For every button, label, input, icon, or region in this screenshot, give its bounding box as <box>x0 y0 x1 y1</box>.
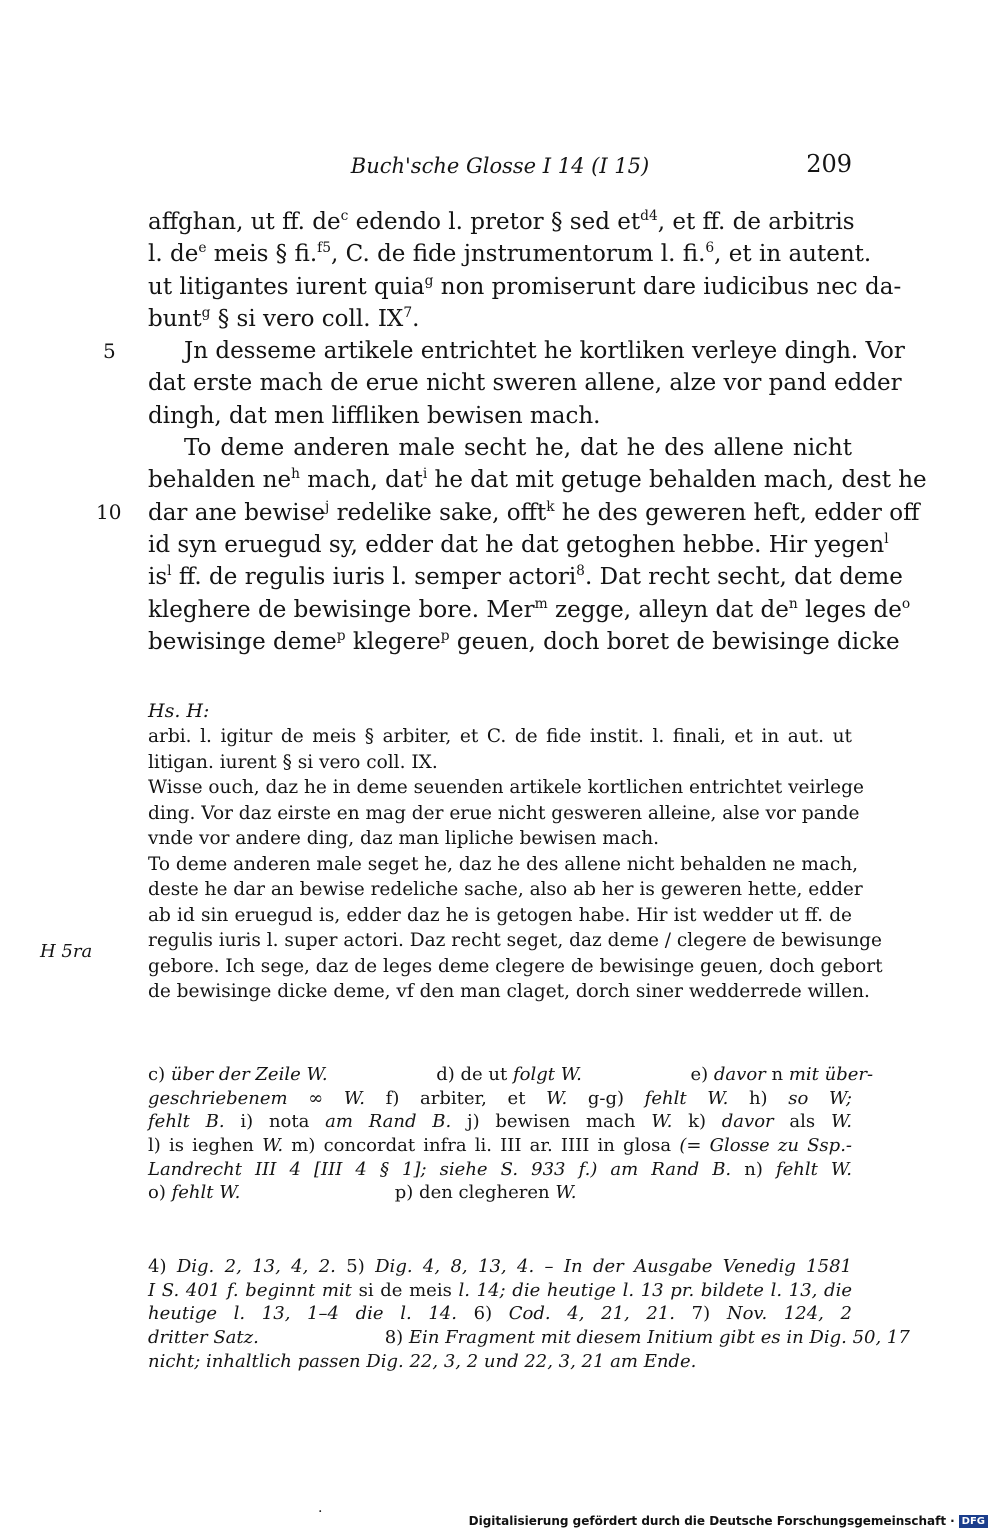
footer-separator: · <box>950 1514 955 1528</box>
critical-apparatus <box>148 1063 874 1205</box>
apparatus-line: fehlt B. i) nota am Rand B. j) bewisen mach W. k) davor als W. <box>148 1111 853 1133</box>
main-line: bewisinge deme$^p$ klegere$^p$ geuen, doch boret de bewisinge dicke <box>148 627 900 655</box>
hs-line: arbi. l. igitur de meis § arbiter, et C. de fide instit. l. finali, et in aut. ut <box>148 726 852 747</box>
main-line: dingh, dat men liffliken bewisen mach. <box>148 402 601 429</box>
hs-line: deste he dar an bewise redeliche sache, also ab her is geweren hette, edder <box>148 879 863 900</box>
hs-line: ab id sin eruegud is, edder daz he is getogen habe. Hir ist wedder ut ff. de <box>148 904 852 926</box>
running-title: Buch'sche Glosse I 14 (I 15) <box>350 154 650 178</box>
main-line: To deme anderen male secht he, dat he des allene nicht <box>184 435 852 462</box>
page-number: 209 <box>806 150 852 178</box>
reference-line: dritter Satz. 8) Ein Fragment mit diesem Initium gibt es in Dig. 50, 17 <box>148 1327 910 1349</box>
manuscript-label: Hs. H: <box>148 700 210 722</box>
hs-line: de bewisinge dicke deme, vf den man claget, dorch siner wedderrede willen. <box>148 981 870 1002</box>
main-line: Jn desseme artikele entrichtet he kortliken verleye dingh. Vor <box>184 338 905 365</box>
hs-line: Wisse ouch, daz he in deme seuenden artikele kortlichen entrichtet veirlege <box>148 777 864 798</box>
main-line: dar ane bewise$^j$ redelike sake, offt$^k$ he des geweren heft, edder off <box>148 498 920 526</box>
hs-line: regulis iuris l. super actori. Daz recht seget, daz deme / clegere de bewisunge <box>148 930 882 951</box>
main-line: bunt$^g$ § si vero coll. $IX^7$. <box>148 304 420 332</box>
hs-line: ding. Vor daz eirste en mag der erue nicht gesweren alleine, alse vor pande <box>148 802 860 824</box>
hs-line: To deme anderen male seget he, daz he des allene nicht behalden ne mach, <box>148 853 858 875</box>
main-line: behalden $ne^h$ mach, dat$^i$ he dat mit getuge behalden mach, dest he <box>148 466 927 494</box>
hs-line: vnde vor andere ding, daz man lipliche bewisen mach. <box>148 828 660 849</box>
main-line: kleghere de bewisinge bore. Mer$^m$ zegge, alleyn dat $de^n$ leges $de^o$ <box>148 595 911 623</box>
reference-line: I S. 401 f. beginnt mit si de meis l. 14; die heutige l. 13 pr. bildete l. 13, die <box>148 1279 852 1301</box>
main-line: ut litigantes iurent quia$^g$ non promiserunt dare iudicibus nec da- <box>148 272 902 300</box>
apparatus-line: geschriebenem ∞ W. f) arbiter, et W. g-g) fehlt W. h) so W; <box>148 1087 852 1109</box>
footer-text: Digitalisierung gefördert durch die Deutsche Forschungsgemeinschaft <box>468 1514 947 1528</box>
running-head <box>148 150 852 184</box>
hs-line: litigan. iurent § si vero coll. IX. <box>148 751 438 773</box>
main-line: $is^l$ ff. de regulis iuris l. semper actori$^8$. Dat recht secht, dat deme <box>148 563 903 591</box>
apparatus-line: c) über der Zeile W. d) de ut folgt W. e) davor n mit über- <box>148 1064 874 1085</box>
reference-line: 4) Dig. 2, 13, 4, 2. 5) Dig. 4, 8, 13, 4. – In der Ausgabe Venedig 1581 <box>148 1256 852 1277</box>
apparatus-line: o) fehlt W. p) den clegheren W. <box>148 1182 577 1204</box>
manuscript-folio-note: H 5ra <box>40 941 93 962</box>
hs-line: gebore. Ich sege, daz de leges deme clegere de bewisinge geuen, doch gebort <box>148 955 883 977</box>
main-line: dat erste mach de erue nicht sweren allene, alze vor pand edder <box>148 370 902 397</box>
apparatus-line: l) is ieghen W. m) concordat infra li. III ar. IIII in glosa (= Glosse zu Ssp.- <box>148 1135 852 1157</box>
source-references <box>148 1255 910 1373</box>
manuscript-variant-text <box>148 724 883 1005</box>
apparatus-line: Landrecht III 4 [III 4 § 1]; siehe S. 933 f.) am Rand B. n) fehlt W. <box>148 1158 852 1180</box>
main-text <box>148 206 927 658</box>
reference-line: heutige l. 13, 1–4 die l. 14. 6) Cod. 4, 21, 21. 7) Nov. 124, 2 <box>148 1303 853 1325</box>
line-number-5: 5 <box>103 339 116 363</box>
dfg-logo-icon: DFG <box>959 1515 988 1528</box>
stray-mark: . <box>318 1500 323 1516</box>
reference-line: nicht; inhaltlich passen Dig. 22, 3, 2 und 22, 3, 21 am Ende. <box>148 1350 697 1372</box>
main-line: affghan, ut ff. $de^c$ edendo l. pretor § sed $et^{d4}$, et ff. de arbitris <box>148 208 855 235</box>
main-line: l. $de^e$ meis § fi.$^{f5}$, C. de fide jnstrumentorum l. fi.$^6$, et in autent. <box>148 240 872 268</box>
digitization-footer <box>469 1514 988 1528</box>
line-number-10: 10 <box>96 500 122 524</box>
main-line: id syn eruegud sy, edder dat he dat getoghen hebbe. Hir yegen$^l$ <box>148 531 889 558</box>
